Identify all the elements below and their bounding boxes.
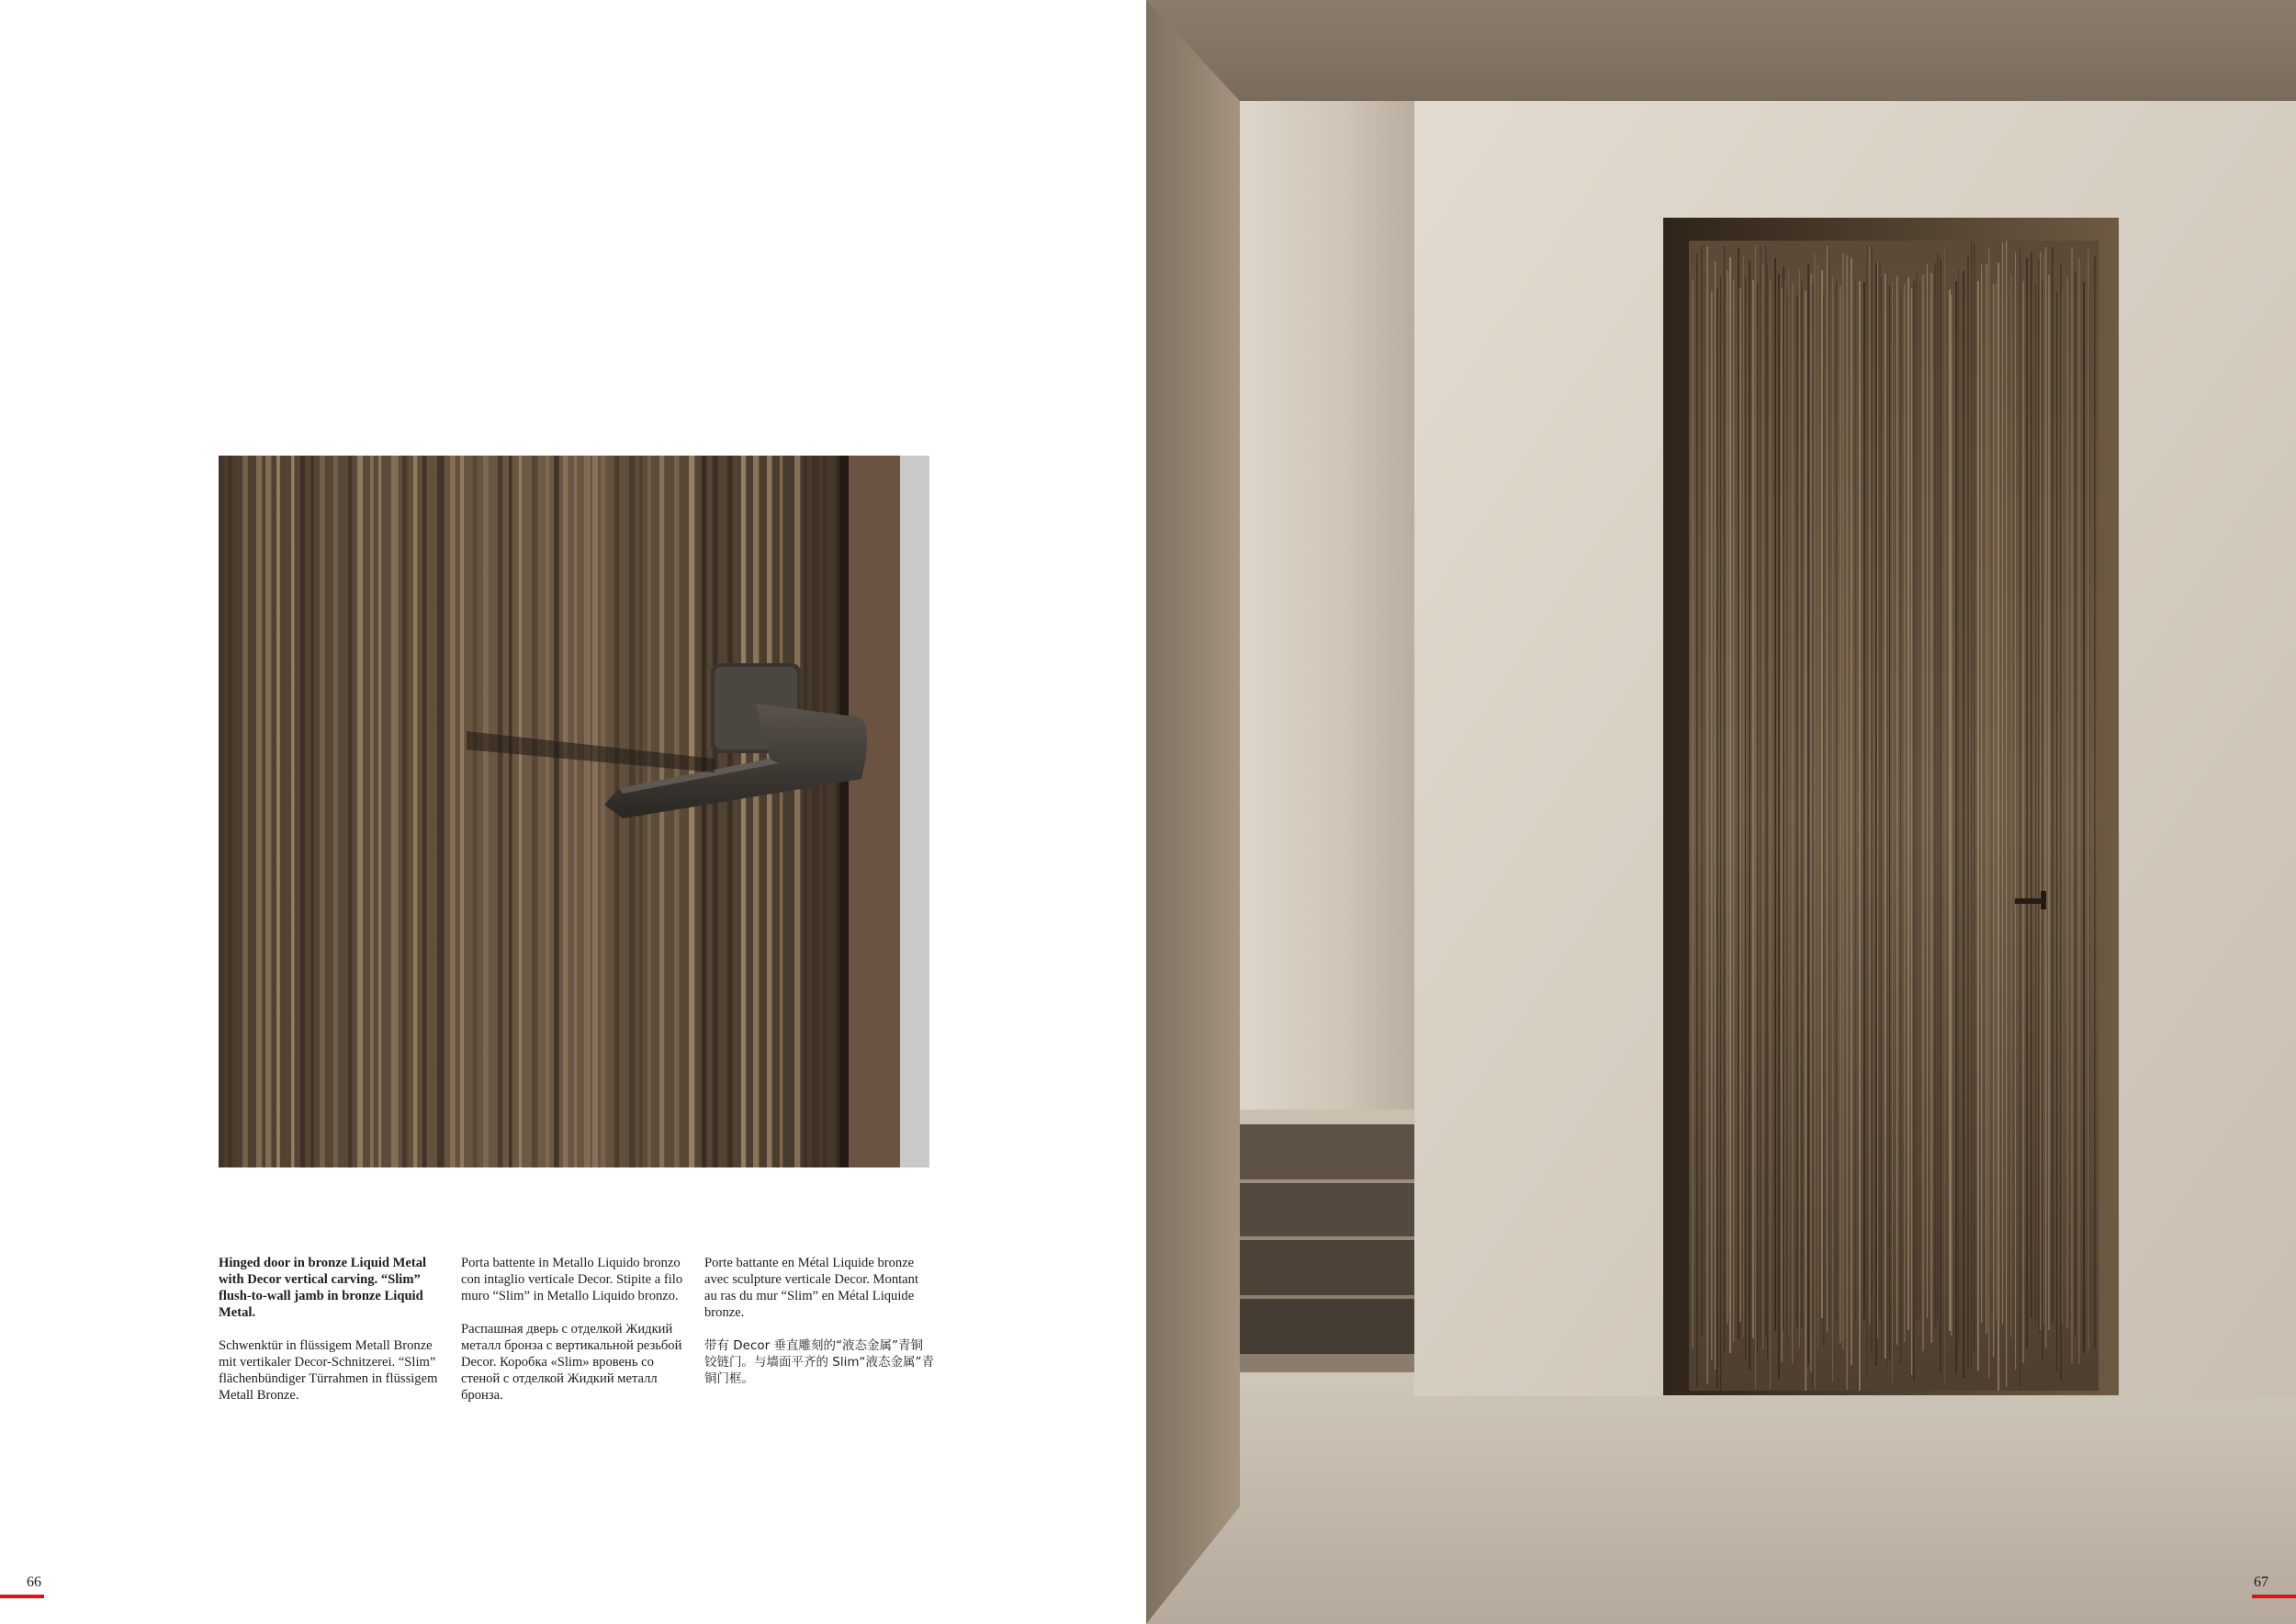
caption-german: Schwenktür in flüssigem Metall Bronze mit vertikaler Decor-Schnitzerei. “Slim” flächenbündiger Türrahmen in flüssigem Metall Bronze.: [219, 1338, 438, 1403]
left-page: [0, 0, 1146, 1624]
caption-chinese: 带有 Decor 垂直雕刻的“液态金属”青铜铰链门。与墙面平齐的 Slim“液态金属”青铜门框。: [704, 1338, 935, 1386]
caption-french: Porte battante en Métal Liquide bronze avec sculpture verticale Decor. Montant au ras du mur “Slim” en Métal Liquide bronze.: [704, 1256, 918, 1320]
door-interior-photo: [1146, 0, 2296, 1624]
page-number-left: 66: [27, 1574, 41, 1590]
caption-english: Hinged door in bronze Liquid Metal with Decor vertical carving. “Slim” flush-to-wall jamb in bronze Liquid Metal.: [219, 1256, 427, 1320]
page-marker-left: [0, 1595, 44, 1598]
door-handle-detail-photo: [219, 456, 929, 1167]
page-number-right: 67: [2254, 1574, 2268, 1590]
caption-column-3: [704, 1255, 934, 1404]
page-marker-right: [2252, 1595, 2296, 1598]
caption-russian: Распашная дверь с отделкой Жидкий металл бронза с вертикальной резьбой Decor. Коробка «Slim» вровень со стеной с отделкой Жидкий металл бронза.: [461, 1322, 682, 1403]
right-page: [1146, 0, 2296, 1624]
caption-column-1: [219, 1255, 448, 1420]
caption-italian: Porta battente in Metallo Liquido bronzo con intaglio verticale Decor. Stipite a filo muro “Slim” in Metallo Liquido bronzo.: [461, 1256, 683, 1303]
caption-column-2: [461, 1255, 691, 1420]
steps: [1240, 1110, 1414, 1372]
